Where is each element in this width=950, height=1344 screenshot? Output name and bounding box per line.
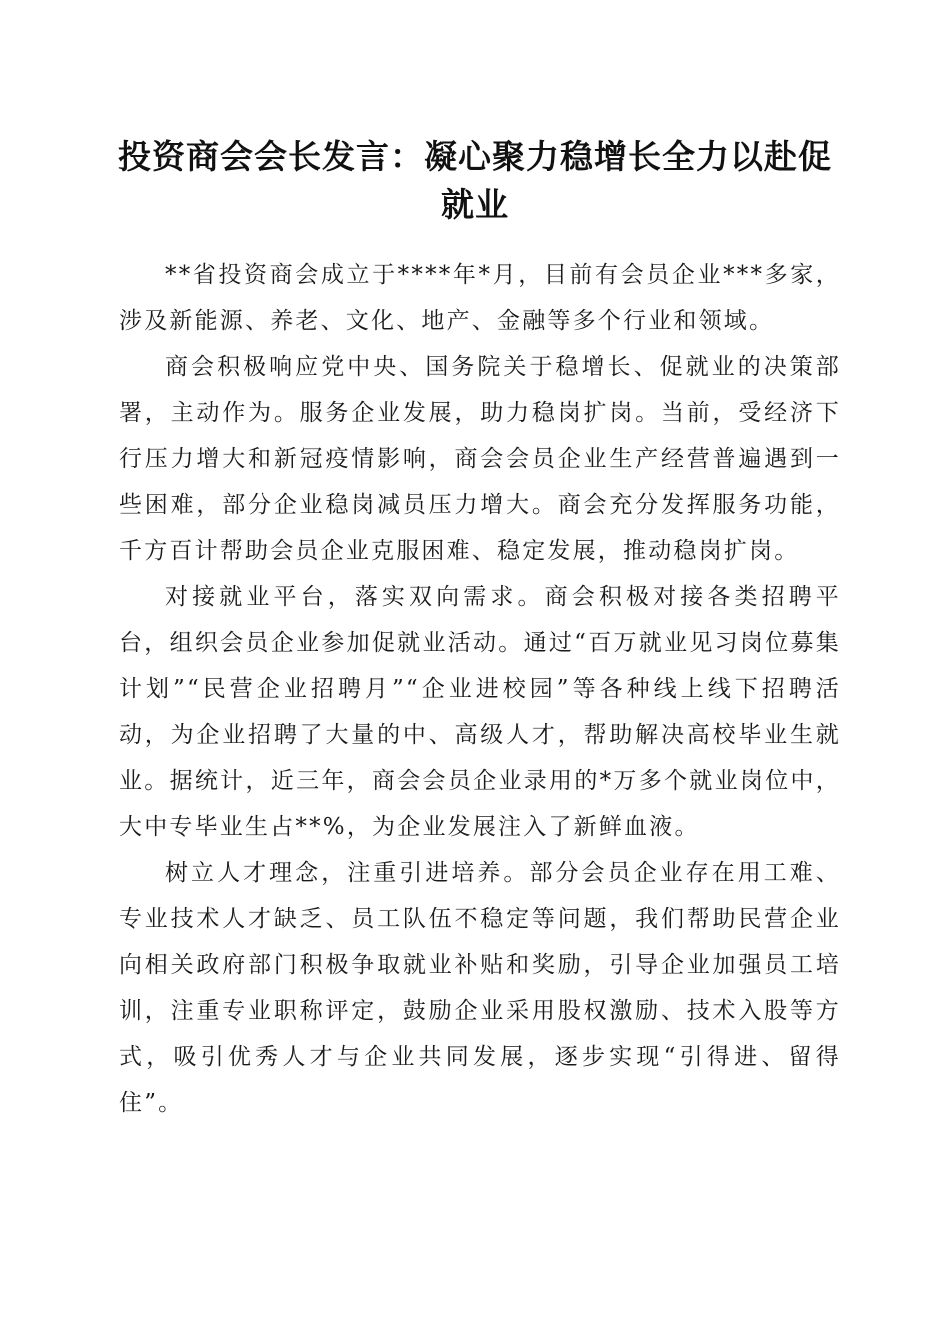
paragraph-talent-concept: 树立人才理念，注重引进培养。部分会员企业存在用工难、专业技术人才缺乏、员工队伍不稳定等问题，我们帮助民营企业向相关政府部门积极争取就业补贴和奖励，引导企业加强员工培训，注重专业职称评定，鼓励企业采用股权激励、技术入股等方式，吸引优秀人才与企业共同发展，逐步实现“引得进、留得住”。	[119, 860, 841, 1116]
document-title: 投资商会会长发言：凝心聚力稳增长全力以赴促就业	[118, 137, 832, 224]
document-body	[119, 252, 841, 1126]
paragraph-employment-platform: 对接就业平台，落实双向需求。商会积极对接各类招聘平台，组织会员企业参加促就业活动。通过“百万就业见习岗位募集计划”“民营企业招聘月”“企业进校园”等各种线上线下招聘活动，为企业招聘了大量的中、高级人才，帮助解决高校毕业生就业。据统计，近三年，商会会员企业录用的*万多个就业岗位中，大中专毕业生占**%，为企业发展注入了新鲜血液。	[119, 584, 841, 840]
paragraph-intro: **省投资商会成立于****年*月，目前有会员企业***多家，涉及新能源、养老、文化、地产、金融等多个行业和领域。	[119, 262, 841, 334]
paragraph-response: 商会积极响应党中央、国务院关于稳增长、促就业的决策部署，主动作为。服务企业发展，助力稳岗扩岗。当前，受经济下行压力增大和新冠疫情影响，商会会员企业生产经营普遍遇到一些困难，部分企业稳岗减员压力增大。商会充分发挥服务功能，千方百计帮助会员企业克服困难、稳定发展，推动稳岗扩岗。	[119, 354, 841, 564]
